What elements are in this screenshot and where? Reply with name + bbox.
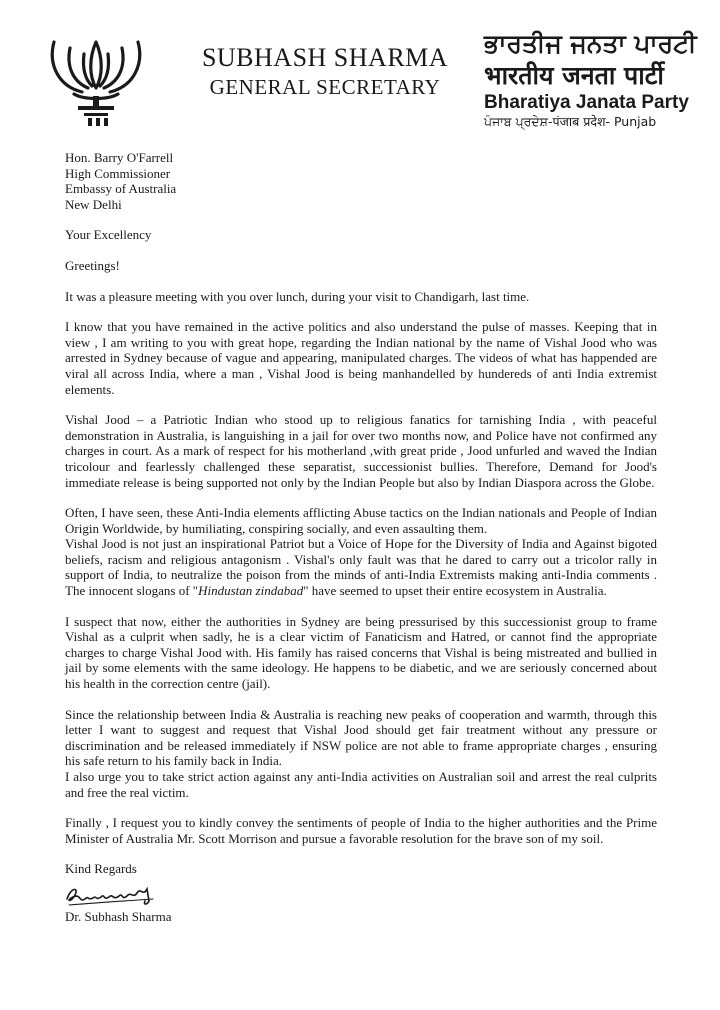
salutation: Your Excellency — [65, 227, 152, 243]
closing: Kind Regards — [65, 861, 137, 877]
greeting: Greetings! — [65, 257, 120, 273]
paragraph-text: " have seemed to upset their entire ecosystem in Australia. — [303, 583, 607, 599]
paragraph: Often, I have seen, these Anti-India elements afflicting Abuse tactics on the Indian nationals and People of Indian Origin Worldwide, by humiliating, conspiring socially, and even assaulting them. — [65, 505, 657, 536]
recipient-line: New Delhi — [65, 196, 122, 212]
paragraph — [65, 536, 657, 598]
letter-body — [65, 150, 657, 925]
lotus-icon — [44, 34, 148, 130]
paragraph: It was a pleasure meeting with you over lunch, during your visit to Chandigarh, last time. — [65, 288, 530, 304]
paragraph: I know that you have remained in the active politics and also understand the pulse of masses. Keeping that in view , I am writing to you with great hope, regarding the Indian national by the name of Vishal Jood who was arrested in Sydney because of vague and appearing, manipulated charges. The videos of what has happended are viral all across India, where a man , Vishal Jood is being manhandelled by hundereds of anti India extremist elements. — [65, 319, 657, 397]
slogan: Hindustan zindabad — [198, 583, 304, 599]
paragraph: Vishal Jood – a Patriotic Indian who stood up to religious fanatics for tarnishing India , with peaceful demonstration in Australia, is languishing in a jail for over two months now, and Police have not confirmed any charges in court. As a mark of respect for his motherland ,with great pride , Jood unfurled and waved the Indian tricolour and fearlessly challenged these separatist, successionist bullies. Therefore, Demand for Jood's immediate release is being supported not only by the Indian People but also by Indian Diaspora across the Globe. — [65, 412, 657, 490]
recipient-line: Hon. Barry O'Farrell — [65, 150, 174, 165]
recipient-line: High Commissioner — [65, 165, 171, 181]
paragraph: I suspect that now, either the authorities in Sydney are being pressurised by this successionist group to frame Vishal as a culprit when sadly, he is a clear victim of Fanaticism and Hatred, or cannot find the appropriate charges to charge Vishal Jood with. His family has raised concerns that Vishal is being mistreated and bullied in jail by some elements with the same ideology. He happens to be diabetic, and we are seriously concerned about his health in the correction centre (jail). — [65, 613, 657, 692]
paragraph: Since the relationship between India & Australia is reaching new peaks of cooperation and warmth, through this letter I want to suggest and request that Vishal Jood should get fair treatment without any pressure or discrimination and be released immediately if NSW police are not able to frame appropriate charges , ensuring his safe return to his family back in India. — [65, 706, 657, 769]
party-name-gurmukhi: ਭਾਰਤੀਜ ਜਨਤਾ ਪਾਰਟੀ — [484, 29, 697, 58]
party-name-hindi: भारतीय जनता पार्टी — [484, 61, 664, 90]
party-name-english: Bharatiya Janata Party — [484, 92, 689, 113]
party-block — [484, 28, 704, 130]
recipient-address — [65, 150, 657, 212]
paragraph: Finally , I request you to kindly convey the sentiments of people of India to the higher authorities and the Prime Minister of Australia Mr. Scott Morrison and pursue a favorable resolution for the brave son of my soil. — [65, 815, 657, 846]
paragraph: I also urge you to take strict action against any anti-India activities on Australian soil and arrest the real culprits and free the real victim. — [65, 769, 657, 800]
sender-name: SUBHASH SHARMA — [201, 43, 449, 72]
sender-title: GENERAL SECRETARY — [209, 75, 441, 99]
recipient-line: Embassy of Australia — [65, 181, 177, 197]
sender-block — [190, 44, 460, 100]
party-region: ਪੰਜਾਬ ਪ੍ਰਦੇਸ਼-पंजाब प्रदेश- Punjab — [484, 114, 657, 129]
handwritten-signature — [63, 879, 163, 909]
signatory-name: Dr. Subhash Sharma — [65, 908, 172, 924]
paragraph-text: Vishal Jood is not just an inspirational Patriot but a Voice of Hope for the Diversity of India and Against bigoted beliefs, racism and religious antagonism . Vishal's only fault was that he dared to carry out a tricolor rally in support of India, to neutralize the poison from the minds of anti-India Extremists making anti-India comments . The innocent slogans of " — [65, 536, 657, 599]
